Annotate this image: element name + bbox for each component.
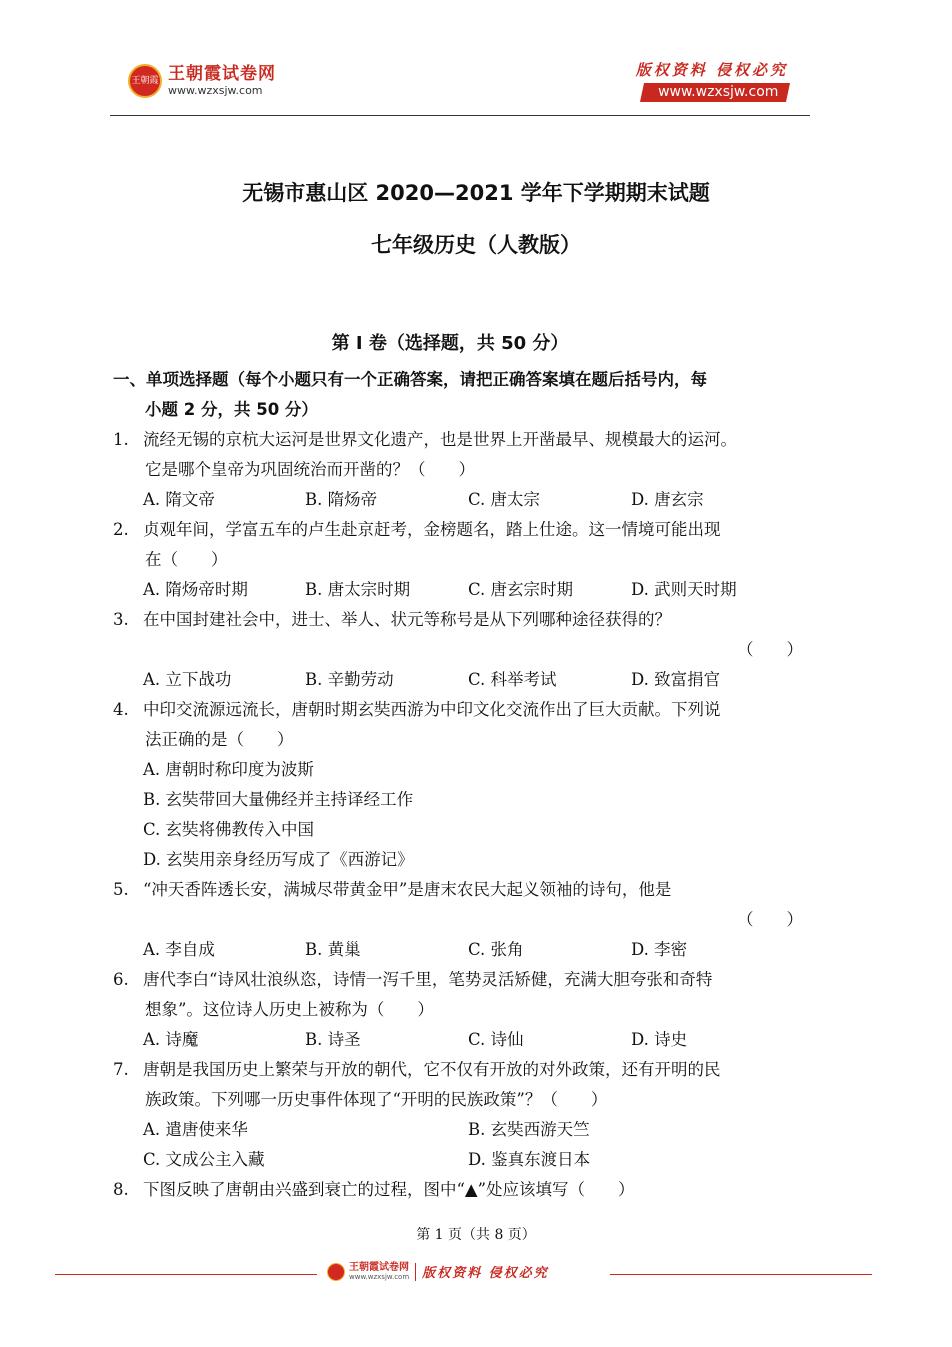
option-b: B. 唐太宗时期	[305, 580, 411, 599]
footer-separator	[415, 1263, 416, 1281]
answer-paren: （ ）	[737, 640, 803, 659]
question-text: “冲天香阵透长安，满城尽带黄金甲”是唐末农民大起义领袖的诗句，他是	[143, 880, 672, 899]
option-a: A. 立下战功	[143, 670, 232, 689]
question-number: 5.	[113, 880, 129, 899]
option-b: B. 诗圣	[305, 1030, 361, 1049]
options-row	[113, 815, 813, 845]
copyright-block	[636, 60, 788, 102]
footer-logo-url: www.wzxsjw.com	[349, 1273, 410, 1281]
question-number: 6.	[113, 970, 129, 989]
page-footer	[55, 1262, 872, 1286]
page-header	[110, 58, 810, 116]
option-a: A. 隋炀帝时期	[143, 580, 248, 599]
footer-rule-right	[610, 1274, 872, 1275]
option-a: A. 唐朝时称印度为波斯	[143, 760, 314, 779]
question-8	[113, 1175, 813, 1205]
question-text: 流经无锡的京杭大运河是世界文化遗产，也是世界上开凿最早、规模最大的运河。	[143, 430, 737, 449]
logo-url: www.wzxsjw.com	[168, 84, 263, 97]
options-row	[113, 845, 813, 875]
page-number: 第 1 页（共 8 页）	[416, 1227, 536, 1243]
question-number: 7.	[113, 1060, 129, 1079]
option-c: C. 诗仙	[468, 1030, 524, 1049]
options-row	[113, 485, 813, 515]
option-c: C. 玄奘将佛教传入中国	[143, 820, 315, 839]
option-d: D. 唐玄宗	[631, 490, 704, 509]
option-d: D. 鉴真东渡日本	[468, 1150, 591, 1169]
question-2	[113, 515, 813, 545]
options-row	[113, 1145, 813, 1175]
logo-name: 王朝霞试卷网	[168, 64, 276, 84]
question-6	[113, 965, 813, 995]
question-5	[113, 875, 813, 905]
question-text: 在中国封建社会中，进士、举人、状元等称号是从下列哪种途径获得的？	[143, 610, 671, 629]
options-row	[113, 575, 813, 605]
option-d: D. 武则天时期	[631, 580, 737, 599]
question-text: 唐代李白“诗风壮浪纵恣，诗情一泻千里，笔势灵活矫健，充满大胆夸张和奇特	[143, 970, 713, 989]
option-c: C. 科举考试	[468, 670, 557, 689]
options-row	[113, 935, 813, 965]
option-b: B. 辛勤劳动	[305, 670, 394, 689]
site-logo	[128, 64, 276, 98]
options-row	[113, 755, 813, 785]
footer-logo-name: 王朝霞试卷网	[349, 1262, 409, 1273]
option-a: A. 隋文帝	[143, 490, 215, 509]
options-row	[113, 1115, 813, 1145]
part-heading-cont: 小题 2 分，共 50 分）	[145, 400, 318, 419]
question-text: 唐朝是我国历史上繁荣与开放的朝代，它不仅有开放的对外政策，还有开明的民	[143, 1060, 721, 1079]
exam-subtitle: 七年级历史（人教版）	[371, 233, 581, 257]
answer-paren: （ ）	[737, 910, 803, 929]
option-d: D. 致富捐官	[631, 670, 721, 689]
header-divider	[110, 115, 810, 116]
options-row	[113, 1025, 813, 1055]
option-d: D. 诗史	[631, 1030, 688, 1049]
question-text-cont: 族政策。下列哪一历史事件体现了“开明的民族政策”？（ ）	[145, 1090, 608, 1109]
copyright-text: 版权资料 侵权必究	[635, 61, 788, 79]
exam-title: 无锡市惠山区 2020—2021 学年下学期期末试题	[242, 181, 710, 205]
options-row	[113, 785, 813, 815]
question-number: 4.	[113, 700, 129, 719]
option-a: A. 诗魔	[143, 1030, 199, 1049]
url-banner	[640, 83, 790, 102]
question-text: 下图反映了唐朝由兴盛到衰亡的过程，图中“▲”处应该填写（ ）	[143, 1180, 635, 1199]
option-c: C. 唐玄宗时期	[468, 580, 574, 599]
options-row	[113, 665, 813, 695]
footer-brand	[327, 1262, 549, 1281]
option-b: B. 隋炀帝	[305, 490, 378, 509]
question-3	[113, 605, 813, 635]
option-c: C. 张角	[468, 940, 524, 959]
option-b: B. 黄巢	[305, 940, 361, 959]
question-number: 3.	[113, 610, 129, 629]
section-heading: 第 I 卷（选择题，共 50 分）	[331, 333, 569, 354]
option-d: D. 李密	[631, 940, 688, 959]
option-c: C. 唐太宗	[468, 490, 541, 509]
footer-copyright: 版权资料 侵权必究	[422, 1266, 549, 1281]
footer-rule-left	[55, 1274, 317, 1275]
part-heading: 一、单项选择题（每个小题只有一个正确答案，请把正确答案填在题后括号内，每	[113, 370, 707, 389]
option-d: D. 玄奘用亲身经历写成了《西游记》	[143, 850, 414, 869]
question-4	[113, 695, 813, 725]
option-c: C. 文成公主入藏	[143, 1150, 265, 1169]
question-1	[113, 425, 813, 455]
option-b: B. 玄奘带回大量佛经并主持译经工作	[143, 790, 414, 809]
question-text: 中印交流源远流长，唐朝时期玄奘西游为中印文化交流作出了巨大贡献。下列说	[143, 700, 721, 719]
url-banner-text: www.wzxsjw.com	[657, 84, 779, 100]
question-text-cont: 法正确的是（ ）	[145, 730, 294, 749]
question-7	[113, 1055, 813, 1085]
question-text-cont: 在（ ）	[145, 550, 228, 569]
question-number: 2.	[113, 520, 129, 539]
question-text-cont: 想象”。这位诗人历史上被称为（ ）	[145, 1000, 434, 1019]
option-a: A. 李自成	[143, 940, 215, 959]
option-a: A. 遣唐使来华	[143, 1120, 248, 1139]
question-number: 1.	[113, 430, 129, 449]
footer-logo-icon	[327, 1263, 345, 1281]
question-text-cont: 它是哪个皇帝为巩固统治而开凿的？（ ）	[145, 460, 475, 479]
question-content	[113, 365, 813, 1205]
question-number: 8.	[113, 1180, 129, 1199]
question-text: 贞观年间，学富五车的卢生赴京赶考，金榜题名，踏上仕途。这一情境可能出现	[143, 520, 721, 539]
logo-badge-icon: 王朝霞	[128, 64, 162, 98]
option-b: B. 玄奘西游天竺	[468, 1120, 590, 1139]
